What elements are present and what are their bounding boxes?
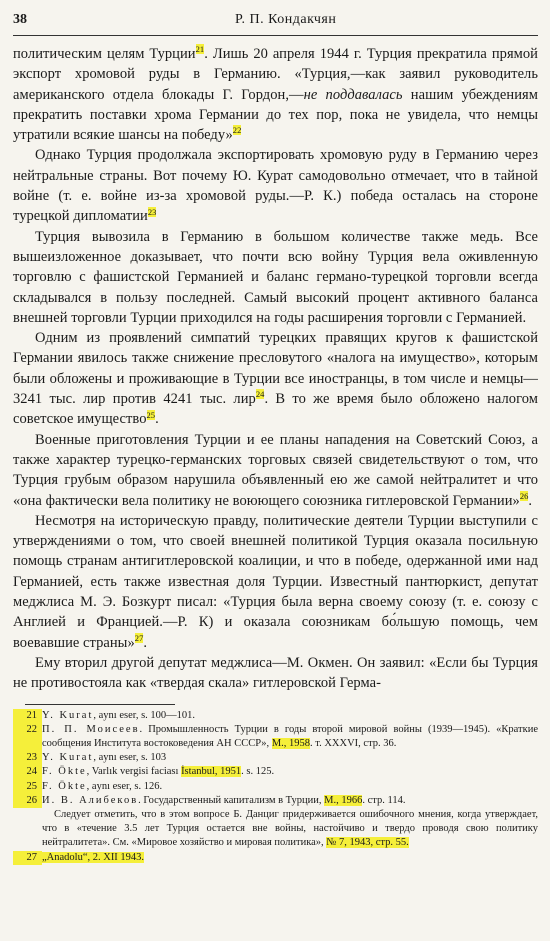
footnote-reference: 25 — [146, 409, 156, 420]
text-run: . Промышленность Турции в годы второй мировой войны (1939—1945). «Краткие сообщения Института востоковедения АН СССР», — [42, 723, 538, 749]
text-run: . s. 125. — [241, 766, 275, 778]
footnote-reference: 27 — [134, 632, 144, 643]
running-head: Р. П. Кондакчян — [235, 12, 337, 27]
footnote-text — [42, 794, 538, 808]
text-run: Ему вторил другой депутат меджлиса—М. Окмен. Он заявил: «Если бы Турция не противостояла как «твердая скала» гитлеровской Герма- — [13, 654, 538, 692]
text-run: Военные приготовления Турции и ее планы нападения на Советский Союз, а также характер турецко-германских торговых связей свидетельствуют о том, что Турция грубым образом нарушила объявленный ею же самой нейтралитет и что «она фактически вела политику не воюющего союзника гитлеровской Германии» — [13, 431, 538, 509]
footnote-text — [42, 751, 538, 765]
footnote-mark: 27 — [13, 851, 42, 865]
footnote-reference: 24 — [255, 389, 265, 400]
text-run: , aynı eser, s. 126. — [86, 780, 163, 792]
text-run: , aynı eser, s. 103 — [93, 752, 167, 764]
text-run: Одним из проявлений симпатий турецких правящих кругов к фашистской Германии явилось также снижение пресловутого «налога на имущество», которым были обложены и проживающие в Турции все иностранцы, в том числе и немцы—3241 тыс. лир против 4241 тыс. лир — [13, 330, 538, 408]
highlighted-text: М., 1958 — [271, 737, 311, 749]
footnote-mark: 21 — [13, 709, 42, 723]
author-name: F. Ökte — [42, 766, 87, 778]
footnote-reference: 21 — [195, 44, 205, 55]
text-run: . т. XXXVI, стр. 36. — [310, 737, 397, 749]
text-run: , Varlık vergisi faciası — [86, 766, 182, 778]
footnote — [13, 709, 538, 723]
footnote — [13, 851, 538, 865]
emphasized-text: не поддавалась — [303, 86, 403, 103]
paragraph — [13, 44, 538, 145]
footnote-mark: 26 — [13, 794, 42, 808]
text-run: . — [155, 411, 159, 428]
page-header — [13, 12, 538, 36]
author-name: F. Ökte — [42, 780, 87, 792]
footnote-text — [42, 765, 538, 779]
text-run: . стр. 114. — [362, 794, 406, 806]
author-name: Y. Kurat — [42, 709, 94, 721]
page-number: 38 — [13, 12, 27, 27]
footnote — [13, 751, 538, 765]
author-name: И. В. Алибеков — [42, 794, 139, 806]
paragraph — [13, 653, 538, 694]
footnote-mark: 23 — [13, 751, 42, 765]
footnote-mark: 25 — [13, 780, 42, 794]
paragraph — [13, 328, 538, 429]
footnote-reference: 22 — [232, 125, 242, 136]
text-run: , aynı eser, s. 100—101. — [93, 709, 196, 721]
text-run: Турция вывозила в Германию в большом количестве также медь. Все вышеизложенное доказывает, что почти всю войну Турция вела оживленную торговлю с фашистской Германией и баланс германо-турецкой торговли всегда складывался в пользу последней. Самый высокий процент активного баланса внешней торговли Турции приходился на годы расширения торговли с Германией. — [13, 228, 538, 326]
footnote-text — [42, 723, 538, 751]
text-run: Однако Турция продолжала экспортировать хромовую руду в Германию через нейтральные страны. Вот почему Ю. Курат самодовольно отмечает, что в тайной войне (т. е. войне из-за хромовой руды.—Р. К.) победа осталась на стороне турецкой дипломатии — [13, 147, 538, 225]
footnote-rule — [25, 704, 175, 705]
author-name: Y. Kurat — [42, 752, 94, 764]
paragraph — [13, 430, 538, 511]
author-name: П. П. Моисеев — [42, 723, 140, 735]
highlighted-text: № 7, 1943, стр. 55. — [326, 837, 409, 849]
footnote-text — [42, 780, 538, 794]
footnote-text — [42, 851, 538, 865]
text-run: . — [143, 634, 148, 651]
highlighted-text: „Anadolu“, 2. XII 1943. — [42, 851, 145, 863]
footnote-mark: 24 — [13, 765, 42, 779]
highlighted-text: М., 1966 — [324, 794, 363, 806]
footnote — [13, 765, 538, 779]
paragraph — [13, 145, 538, 226]
text-run: . В то же время было обложено налогом советское имущество — [13, 391, 538, 428]
footnote — [13, 808, 538, 851]
footnote-text — [42, 808, 538, 851]
highlighted-text: İstanbul, 1951 — [181, 766, 242, 778]
footnote-text — [42, 709, 538, 723]
footnote — [13, 794, 538, 808]
text-run: Следует отметить, что в этом вопросе Б. Данциг придерживается ошибочного мнения, когда утверждает, что в «течение 3.5 лет Турция остается вне войны, настойчиво и твердо проводя свою политику нейтралитета». См. «Мировое хозяйство и мировая политика», — [42, 808, 538, 849]
footnote-reference: 23 — [147, 206, 157, 217]
text-run: политическим целям Турции — [13, 46, 196, 62]
paragraph — [13, 511, 538, 653]
text-run: Несмотря на историческую правду, политические деятели Турции выступили с утверждениями о том, что своей внешней политикой Турция оказала посильную помощь странам антигитлеровской коалиции, и что в победе, одержанной ими над Германией, есть также известная доля Турции. Известный пантюркист, депутат меджлиса М. Э. Бозкурт писал: «Турция была верна своему союзу (т. е. союзу с Англией и Францией.—Р. К) и оказала союзникам бо́льшую помощь, чем воевавшие страны» — [13, 512, 538, 651]
footnotes — [13, 709, 538, 865]
footnote-mark: 22 — [13, 723, 42, 751]
text-run: . Лишь 20 апреля 1944 г. Турция прекратила прямой экспорт хромовой руды в Германию. «Турция,—как заявил руководитель американского отдела блокады Г. Гордон,— — [13, 46, 538, 103]
paragraph — [13, 227, 538, 328]
footnote — [13, 780, 538, 794]
footnote — [13, 723, 538, 751]
footnote-reference: 26 — [519, 490, 529, 501]
text-run: нашим убеждениям прекратить поставки хрома Германии до тех пор, пока не увидела, что немцы утратили всякие шансы на победу» — [13, 86, 538, 144]
text-run: . Государственный капитализм в Турции, — [138, 794, 325, 806]
footnote-mark — [13, 808, 42, 851]
text-run: . — [528, 492, 533, 509]
body-text — [13, 44, 538, 694]
